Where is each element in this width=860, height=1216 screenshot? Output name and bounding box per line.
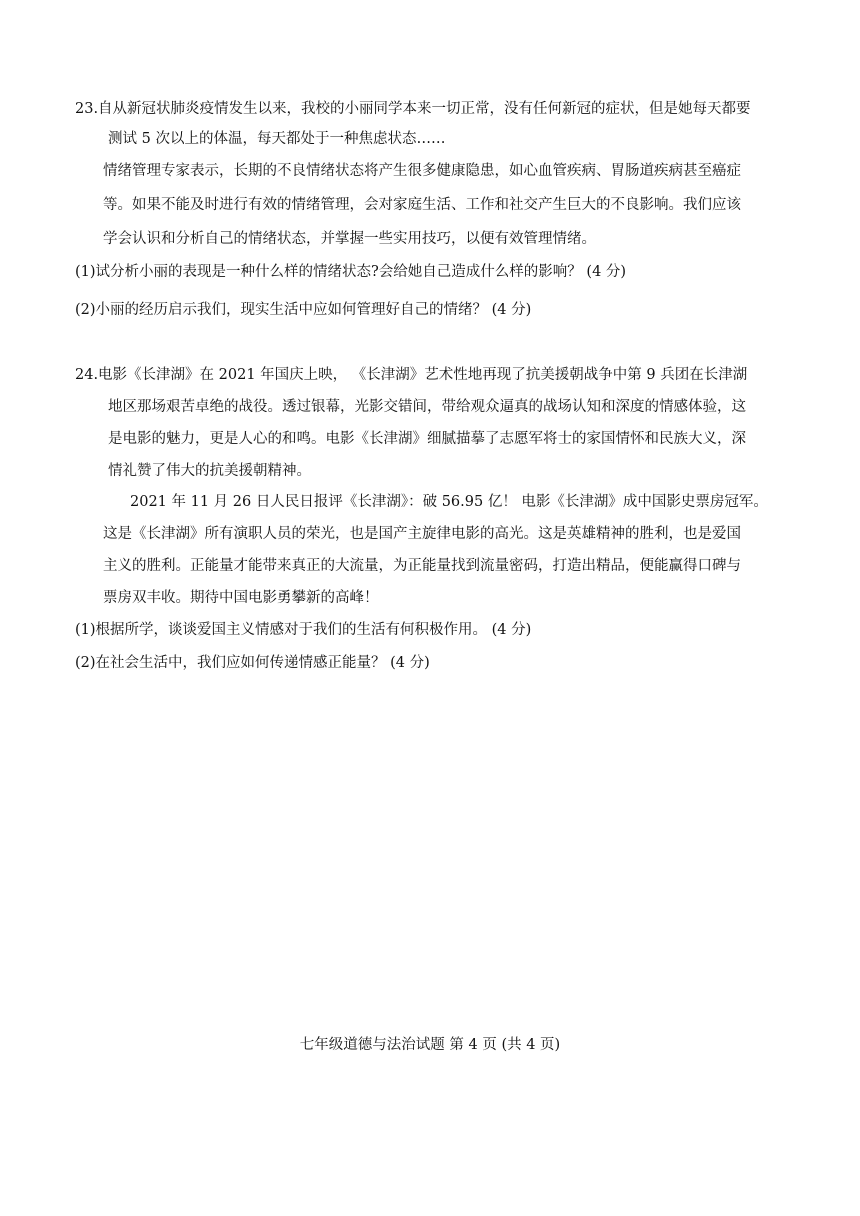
- q24-line-1: 24.电影《长津湖》在 2021 年国庆上映， 《长津湖》艺术性地再现了抗美援朝战争中第 9 兵团在长津湖: [75, 367, 748, 383]
- q23-line-4: 等。如果不能及时进行有效的情绪管理，会对家庭生活、工作和社交产生巨大的不良影响。我们应该: [103, 197, 741, 213]
- q23-line-2: 测试 5 次以上的体温，每天都处于一种焦虑状态……: [108, 131, 446, 147]
- q24-line-4: 情礼赞了伟大的抗美援朝精神。: [108, 463, 311, 479]
- q23-line-3: 情绪管理专家表示，长期的不良情绪状态将产生很多健康隐患，如心血管疾病、胃肠道疾病甚至癌症: [103, 163, 741, 179]
- q24-line-7: 主义的胜利。正能量才能带来真正的大流量，为正能量找到流量密码，打造出精品，便能赢得口碑与: [103, 558, 741, 574]
- q24-line-2: 地区那场艰苦卓绝的战役。透过银幕，光影交错间，带给观众逼真的战场认知和深度的情感体验，这: [108, 399, 746, 415]
- q23-line-5: 学会认识和分析自己的情绪状态，并掌握一些实用技巧，以便有效管理情绪。: [103, 231, 596, 247]
- q24-subquestion-2: (2)在社会生活中，我们应如何传递情感正能量？ (4 分): [75, 655, 430, 671]
- q24-line-8: 票房双丰收。期待中国电影勇攀新的高峰！: [103, 590, 379, 606]
- q23-subquestion-1: (1)试分析小丽的表现是一种什么样的情绪状态?会给她自己造成什么样的影响？ (4 分): [75, 264, 627, 280]
- q24-line-3: 是电影的魅力，更是人心的和鸣。电影《长津湖》细腻描摹了志愿军将士的家国情怀和民族大义，深: [108, 431, 746, 447]
- q24-subquestion-1: (1)根据所学，谈谈爱国主义情感对于我们的生活有何积极作用。 (4 分): [75, 622, 532, 638]
- page-footer: 七年级道德与法治试题 第 4 页 (共 4 页): [299, 1037, 561, 1053]
- q24-line-5: 2021 年 11 月 26 日人民日报评《长津湖》：破 56.95 亿！ 电影《长津湖》成中国影史票房冠军。: [130, 494, 768, 510]
- q23-subquestion-2: (2)小丽的经历启示我们，现实生活中应如何管理好自己的情绪？ (4 分): [75, 302, 532, 318]
- q23-line-1: 23.自从新冠状肺炎疫情发生以来，我校的小丽同学本来一切正常，没有任何新冠的症状，但是她每天都要: [75, 101, 751, 117]
- q24-line-6: 这是《长津湖》所有演职人员的荣光，也是国产主旋律电影的高光。这是英雄精神的胜利，也是爱国: [103, 526, 741, 542]
